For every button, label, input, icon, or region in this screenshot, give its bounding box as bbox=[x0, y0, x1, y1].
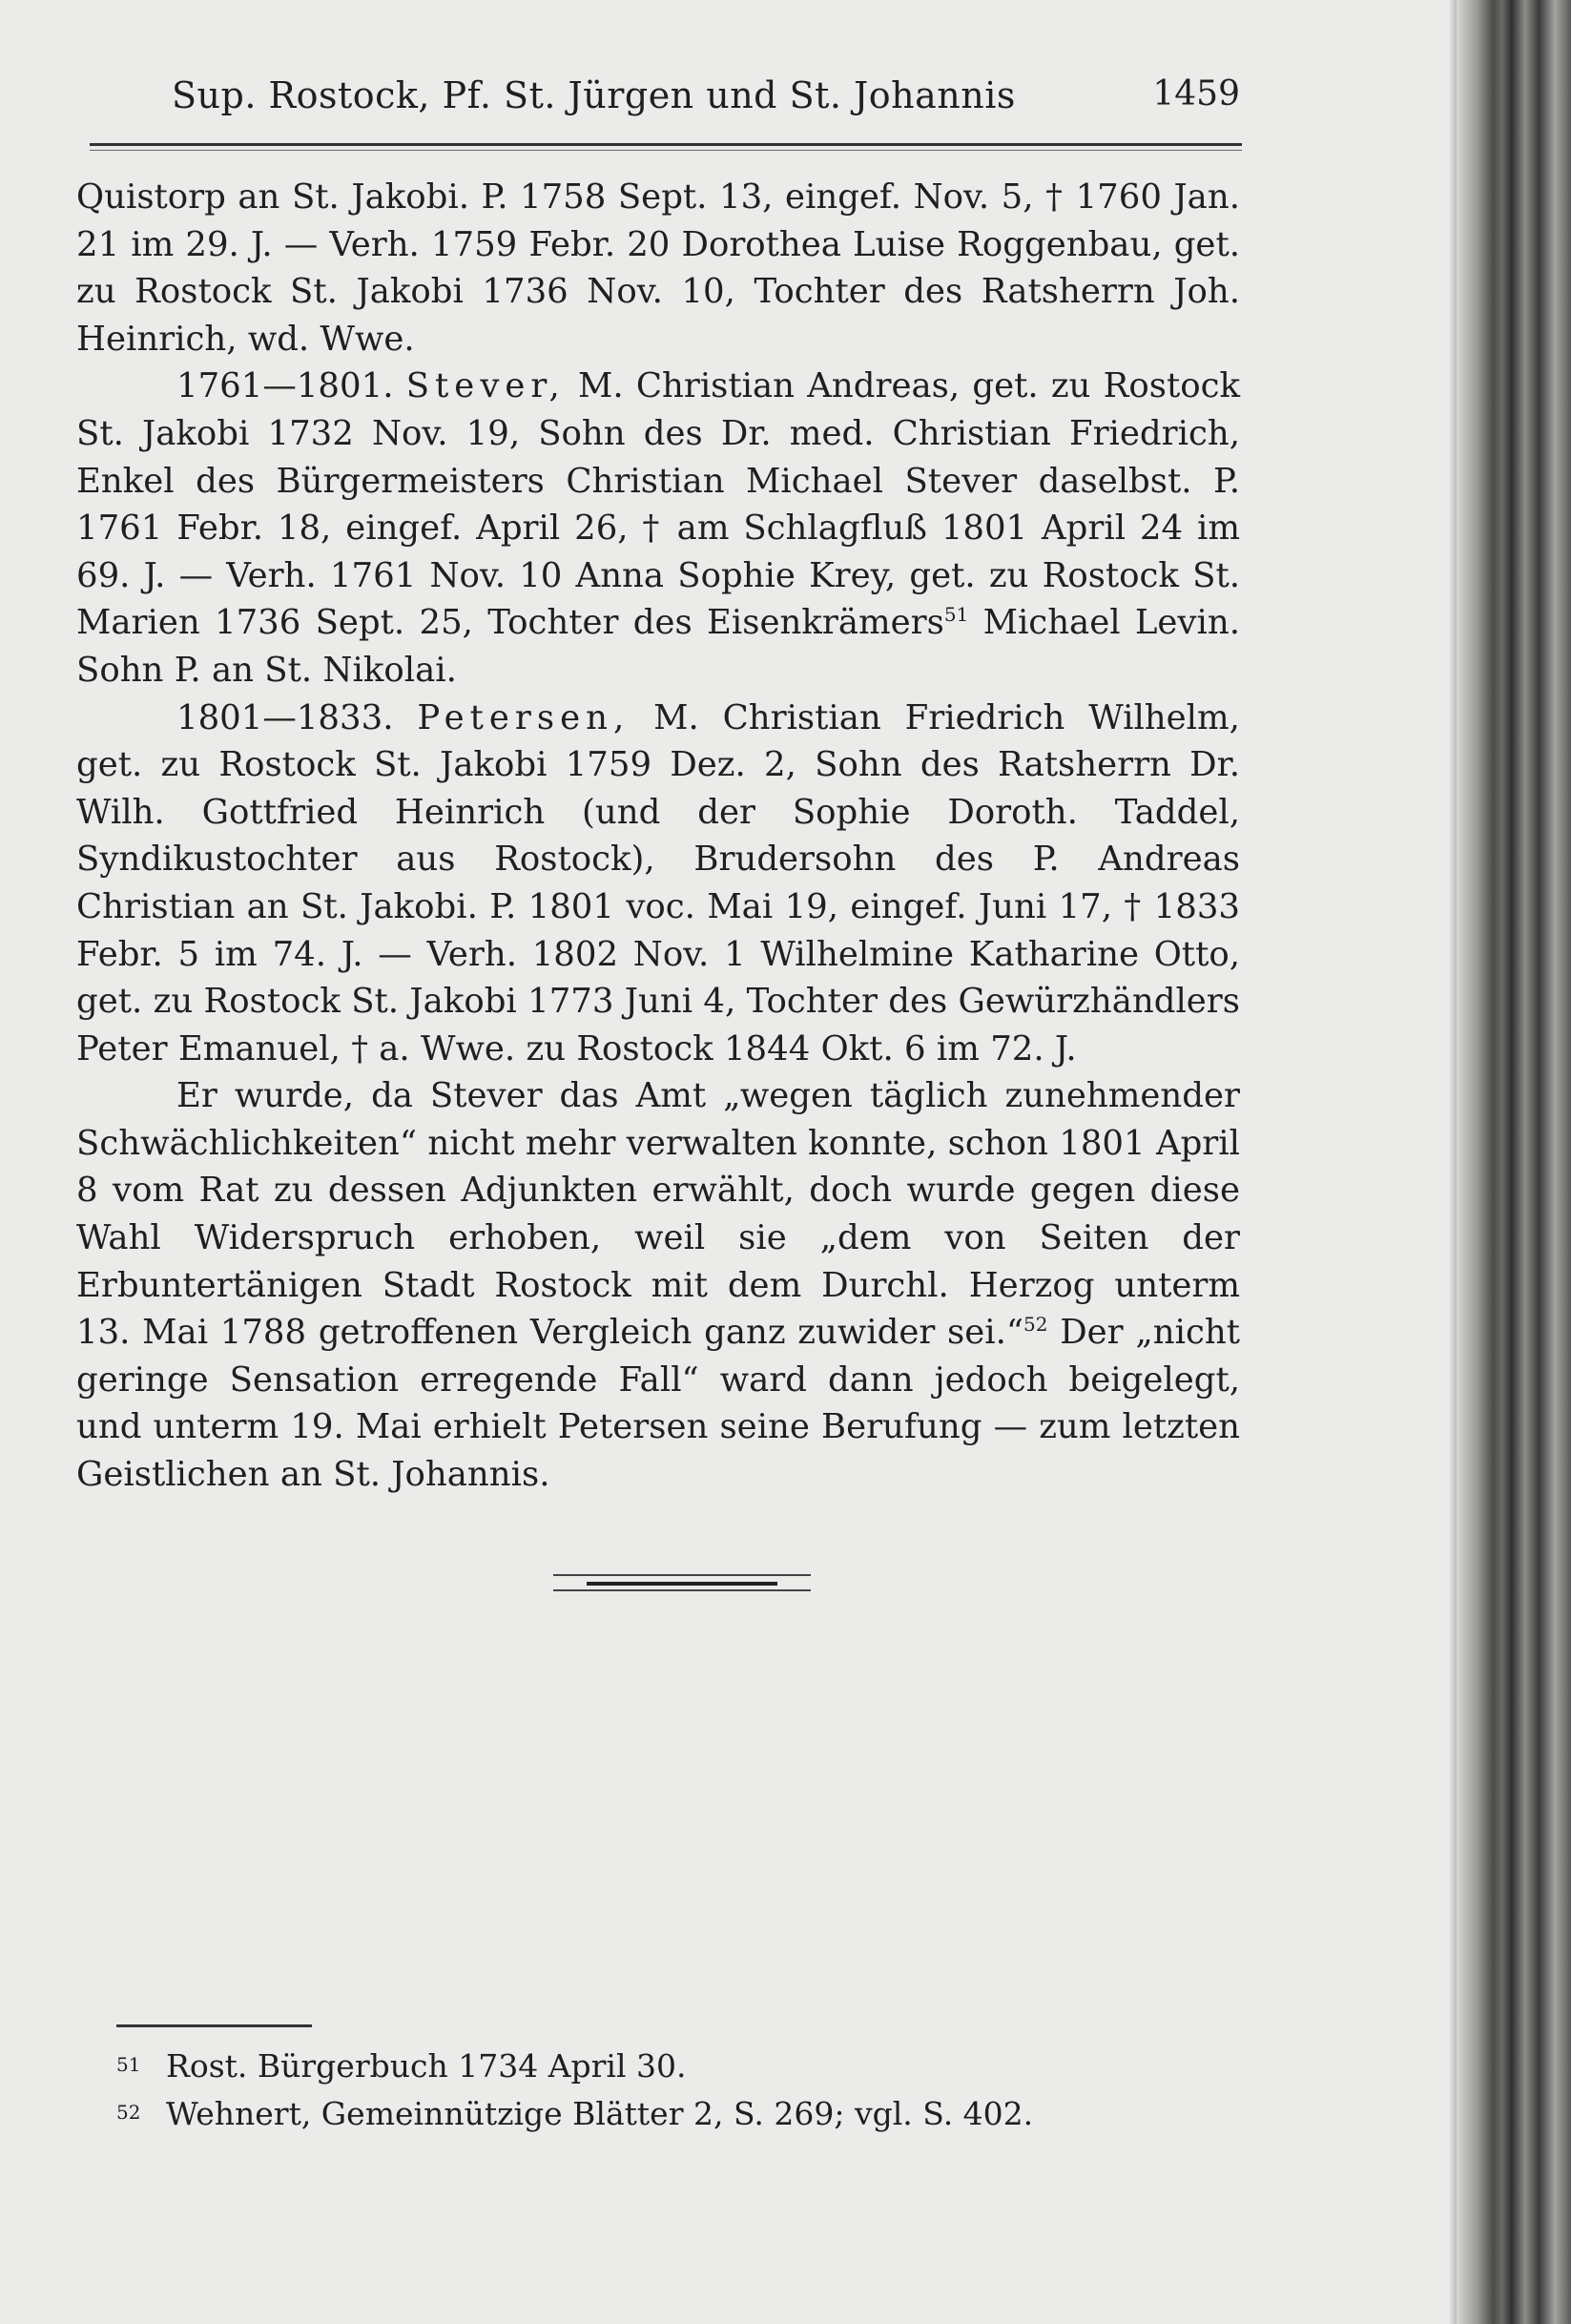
footnote-number: 52 bbox=[116, 2101, 141, 2124]
paragraph-quistorp: Quistorp an St. Jakobi. P. 1758 Sept. 13, eingef. Nov. 5, † 1760 Jan. 21 im 29. J. — Verh. 1759 Febr. 20 Dorothea Luise Roggenbau, get. zu Rostock St. Jakobi 1736 Nov. 10, Tochter des Ratsherrn Joh. Heinrich, wd. Wwe. bbox=[76, 177, 1240, 359]
footnote bbox=[116, 2042, 1242, 2089]
running-head: Sup. Rostock, Pf. St. Jürgen und St. Johannis bbox=[172, 74, 1016, 116]
footnote bbox=[116, 2089, 1242, 2137]
ornament-rule bbox=[553, 1574, 811, 1576]
narrative-text: Er wurde, da Stever das Amt „wegen täglich zunehmender Schwächlichkeiten“ nicht mehr verwalten konnte, schon 1801 April 8 vom Rat zu dessen Adjunkten erwählt, doch wurde gegen diese Wahl Widerspruch erhoben, weil sie „dem von Seiten der Erbuntertänigen Stadt Rostock mit dem Durchl. Herzog unterm 13. Mai 1788 getroffenen Vergleich ganz zuwider sei.“ bbox=[76, 1076, 1240, 1353]
footnote-text: Wehnert, Gemeinnützige Blätter 2, S. 269; vgl. S. 402. bbox=[166, 2095, 1034, 2132]
entry-years: 1761—1801. bbox=[176, 366, 394, 406]
narrative-text-continued: Der „nicht geringe Sensation erregende Fall“ ward dann jedoch beigelegt, und unterm 19. Mai erhielt Petersen seine Berufung — zum letzten Geistlichen an St. Johannis. bbox=[76, 1313, 1240, 1495]
paragraph-petersen bbox=[76, 695, 1240, 1073]
entry-years: 1801—1833. bbox=[176, 697, 394, 737]
entry-text-continued: Michael Levin. Sohn P. an St. Nikolai. bbox=[76, 603, 1240, 690]
footnote-reference: 52 bbox=[1023, 1313, 1048, 1337]
body-text bbox=[76, 174, 1240, 1499]
page-number: 1459 bbox=[1152, 74, 1240, 114]
footnote-number: 51 bbox=[116, 2053, 141, 2076]
ornament-rule bbox=[553, 1589, 811, 1591]
header-rule bbox=[90, 143, 1242, 146]
paragraph-narrative bbox=[76, 1072, 1240, 1498]
footnote-separator bbox=[116, 2024, 312, 2027]
entry-text: M. Christian Friedrich Wilhelm, get. zu Rostock St. Jakobi 1759 Dez. 2, Sohn des Ratsherrn Dr. Wilh. Gottfried Heinrich (und der Sophie Doroth. Taddel, Syndikustochter aus Rostock), Brudersohn des P. Andreas Christian an St. Jakobi. P. 1801 voc. Mai 19, eingef. Juni 17, † 1833 Febr. 5 im 74. J. — Verh. 1802 Nov. 1 Wilhelmine Katharine Otto, get. zu Rostock St. Jakobi 1773 Juni 4, Tochter des Gewürzhändlers Peter Emanuel, † a. Wwe. zu Rostock 1844 Okt. 6 im 72. J. bbox=[76, 697, 1240, 1069]
paragraph-stever bbox=[76, 363, 1240, 694]
page-header bbox=[172, 74, 1240, 132]
footnote-reference: 51 bbox=[943, 603, 969, 627]
footnotes bbox=[116, 2042, 1242, 2137]
footnote-text: Rost. Bürgerbuch 1734 April 30. bbox=[166, 2047, 687, 2085]
ornament-rule-bold bbox=[587, 1582, 777, 1586]
entry-name: Petersen, bbox=[417, 697, 630, 737]
section-end-ornament bbox=[553, 1572, 811, 1591]
entry-text: M. Christian Andreas, get. zu Rostock St. Jakobi 1732 Nov. 19, Sohn des Dr. med. Christian Friedrich, Enkel des Bürgermeisters Christian Michael Stever daselbst. P. 1761 Febr. 18, eingef. April 26, † am Schlagfluß 1801 April 24 im 69. J. — Verh. 1761 Nov. 10 Anna Sophie Krey, get. zu Rostock St. Marien 1736 Sept. 25, Tochter des Eisenkrämers bbox=[76, 366, 1240, 643]
header-rule-thin bbox=[90, 150, 1242, 151]
book-spine bbox=[1457, 0, 1571, 2324]
entry-name: Stever, bbox=[405, 366, 566, 406]
